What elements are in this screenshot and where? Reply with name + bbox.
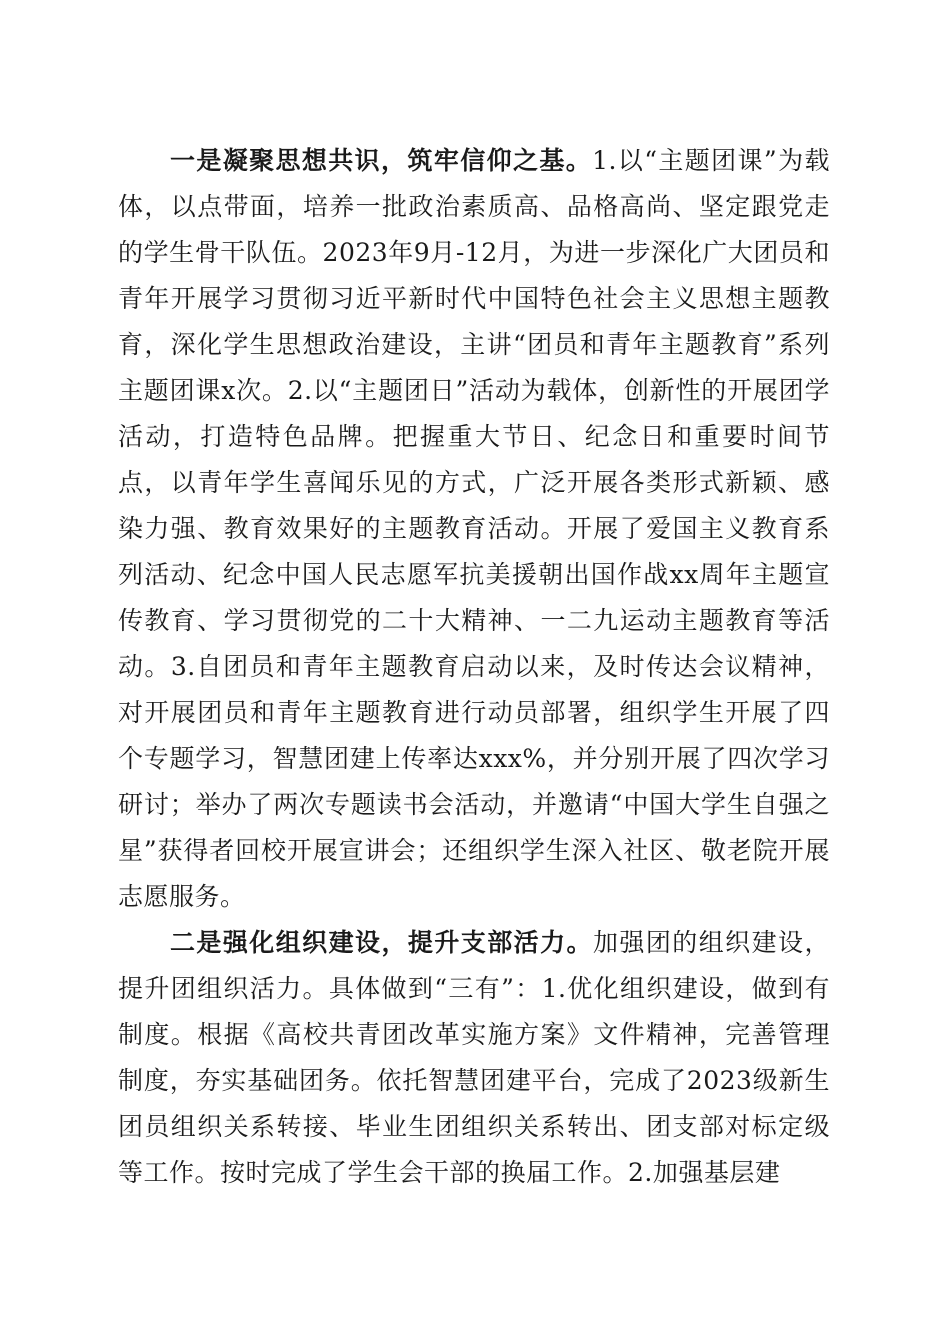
document-body (118, 138, 830, 1196)
paragraph-2-body: 加强团的组织建设，提升团组织活力。具体做到“三有”：1.优化组织建设，做到有制度。根据《高校共青团改革实施方案》文件精神，完善管理制度，夯实基础团务。依托智慧团建平台，完成了2023级新生团员组织关系转接、毕业生团组织关系转出、团支部对标定级等工作。按时完成了学生会干部的换届工作。2.加强基层建 (118, 928, 830, 1187)
paragraph-1-body: 1.以“主题团课”为载体，以点带面，培养一批政治素质高、品格高尚、坚定跟党走的学生骨干队伍。2023年9月-12月，为进一步深化广大团员和青年开展学习贯彻习近平新时代中国特色社会主义思想主题教育，深化学生思想政治建设，主讲“团员和青年主题教育”系列主题团课x次。2.以“主题团日”活动为载体，创新性的开展团学活动，打造特色品牌。把握重大节日、纪念日和重要时间节点，以青年学生喜闻乐见的方式，广泛开展各类形式新颖、感染力强、教育效果好的主题教育活动。开展了爱国主义教育系列活动、纪念中国人民志愿军抗美援朝出国作战xx周年主题宣传教育、学习贯彻党的二十大精神、一二九运动主题教育等活动。3.自团员和青年主题教育启动以来，及时传达会议精神，对开展团员和青年主题教育进行动员部署，组织学生开展了四个专题学习，智慧团建上传率达xxx%，并分别开展了四次学习研讨；举办了两次专题读书会活动，并邀请“中国大学生自强之星”获得者回校开展宣讲会；还组织学生深入社区、敬老院开展志愿服务。 (118, 146, 830, 911)
paragraph-2 (118, 920, 830, 1196)
paragraph-2-heading: 二是强化组织建设，提升支部活力。 (170, 928, 593, 957)
paragraph-1 (118, 138, 830, 920)
paragraph-1-heading: 一是凝聚思想共识，筑牢信仰之基。 (170, 146, 593, 175)
